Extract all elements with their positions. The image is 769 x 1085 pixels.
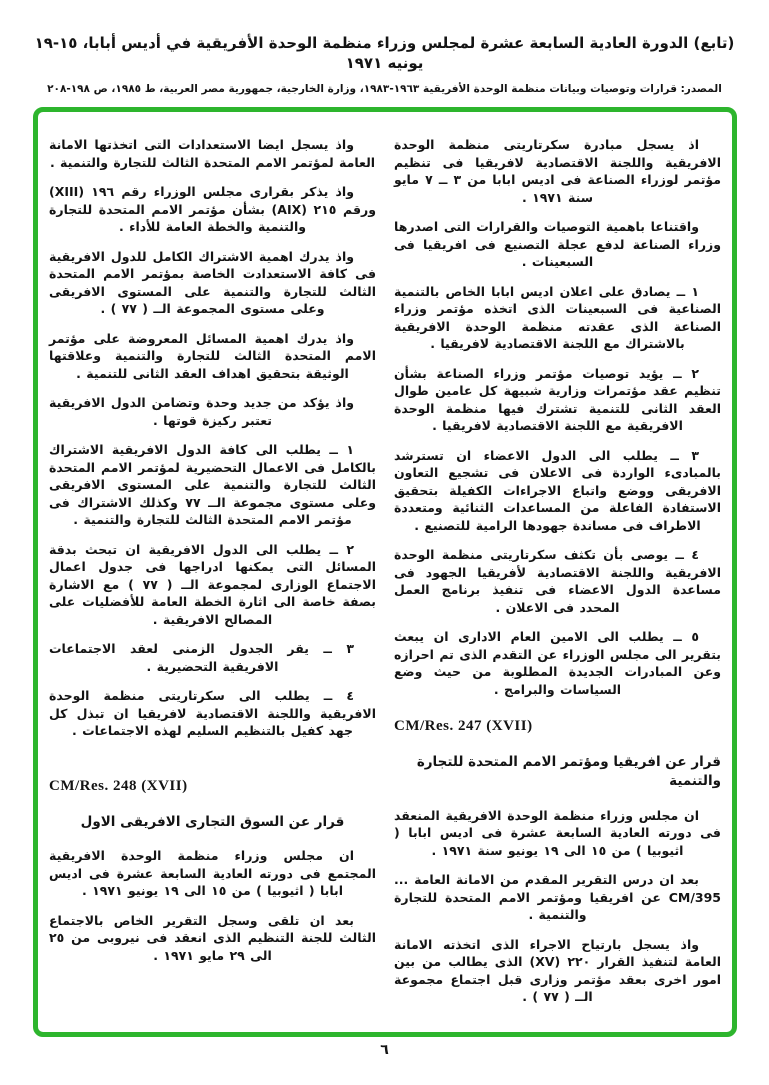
page-number: ٦ — [380, 1042, 389, 1058]
resolution-title-247: قرار عن افريقيا ومؤتمر الامم المتحدة للتجارة والتنمية — [416, 754, 721, 789]
header-source: المصدر: قرارات وتوصيات وبيانات منظمة الوحدة الأفريقية ١٩٦٣-١٩٨٣، وزارة الخارجية، جمهورية مصر العربية، ط ١٩٨٥، ص ١٩٨-٢٠٨ — [47, 83, 722, 95]
content-frame — [33, 107, 737, 1037]
left-column — [49, 136, 376, 1022]
two-column-layout — [38, 112, 732, 1032]
paragraph: واقتناعا باهمية التوصيات والقرارات التى اصدرها وزراء الصناعة لدفع عجلة التصنيع فى افريقيا فى السبعينات . — [394, 219, 721, 269]
paragraph: ١ ــ يطلب الى كافة الدول الافريقية الاشتراك بالكامل فى الاعمال التحضيرية لمؤتمر الامم المتحدة الثالث للتجارة والتنمية على المستوى الافريقى وعلى مستوى مجموعة الــ ٧٧ وكذلك الاشتراك فى مؤتمر الامم المتحدة الثالث للتجارة والتنمية . — [49, 442, 377, 527]
paragraph: واذ يسجل بارتياح الاجراء الذى اتخذته الامانة العامة لتنفيذ القرار ٢٢٠ (XV) الذى يطالب من بين امور اخرى بعقد مؤتمر وزارى قبل اجتماع مجموعة الــ ( ٧٧ ) . — [394, 936, 721, 1005]
resolution-number-248: CM/Res. 248 (XVII) — [49, 777, 188, 794]
paragraph: ان مجلس وزراء منظمة الوحدة الافريقية المجتمع فى دورته العادية السابعة عشرة فى اديس ابابا ( اثيوبيا ) من ١٥ الى ١٩ يونيو ١٩٧١ . — [49, 848, 376, 899]
paragraph: ٥ ــ يطلب الى الامين العام الادارى ان يبعث بتقرير الى مجلس الوزراء عن التقدم الذى تم احرازه وعن المبادرات الجديدة المطلوبة من حيث وضع السياسات والبرامج . — [394, 629, 721, 697]
paragraph: ١ ــ يصادق على اعلان اديس ابابا الخاص بالتنمية الصناعية فى السبعينات الذى اتخذه مؤتمر وزراء الصناعة الذى عقدته منظمة الوحدة الافريقية بالاشتراك مع اللجنة الاقتصادية لافريقيا . — [394, 283, 721, 351]
resolution-number-247: CM/Res. 247 (XVII) — [394, 718, 533, 734]
paragraph: واذ يؤكد من جديد وحدة وتضامن الدول الافريقية تعتبر ركيزة قوتها . — [49, 395, 354, 428]
paragraph: واذ يدرك اهمية الاشتراك الكامل للدول الافريقية فى كافة الاستعدادت الخاصة بمؤتمر الامم المتحدة الثالث للتجارة والتنمية على المستوى الافريقى وعلى مستوى المجموعة الــ ( ٧٧ ) . — [49, 248, 376, 316]
paragraph: ان مجلس وزراء منظمة الوحدة الافريقية المنعقد فى دورته العادية السابعة عشرة فى اديس ابابا ( اثيوبيا ) من ١٥ الى ١٩ يونيو سنة ١٩٧١ . — [394, 807, 721, 858]
header-title: (تابع) الدورة العادية السابعة عشرة لمجلس وزراء منظمة الوحدة الأفريقية في أديس أبابا، ١٥-١٩ يونيه ١٩٧١ — [34, 34, 735, 72]
paragraph: ٢ ــ يطلب الى الدول الافريقية ان تبحث بدقة المسائل التى يمكنها ادراجها فى جدول اعمال الاجتماع الوزارى لمجموعة الــ ( ٧٧ ) مع الاشارة بصفة خاصة الى اثارة الخطة العامة للأفضليات على المصالح الافريقية . — [49, 541, 377, 627]
paragraph: اذ يسجل مبادرة سكرتاريتى منظمة الوحدة الافريقية واللجنة الاقتصادية لافريقيا فى تنظيم مؤتمر لوزراء الصناعة فى اديس ابابا من ٣ ــ ٧ مايو سنة ١٩٧١ . — [394, 137, 721, 205]
paragraph: واذ يسجل ايضا الاستعدادات التى اتخذتها الامانة العامة لمؤتمر الامم المتحدة الثالث للتجارة والتنمية . — [49, 137, 376, 170]
paragraph: ٤ ــ يوصى بأن تكثف سكرتاريتى منظمة الوحدة الافريقية واللجنة الاقتصادية لأفريقيا الجهود فى مساعدة الدول الاعضاء فى تنفيذ برنامج العمل المحدد فى الاعلان . — [394, 547, 721, 615]
paragraph: بعد ان درس التقرير المقدم من الامانة العامة ... CM/395 عن افريقيا ومؤتمر الامم المتحدة للتجارة والتنمية . — [394, 872, 721, 923]
right-column — [394, 136, 721, 1022]
paragraph: ٣ ــ يقر الجدول الزمنى لعقد الاجتماعات الافريقية التحضيرية . — [49, 641, 354, 674]
paragraph: ٤ ــ يطلب الى سكرتاريتى منظمة الوحدة الافريقية واللجنة الاقتصادية لافريقيا ان تبذل كل جهد كفيل بالتنظيم السليم لهذه الاجتماعات . — [49, 688, 376, 738]
paragraph: ٢ ــ يؤيد توصيات مؤتمر وزراء الصناعة بشأن تنظيم عقد مؤتمرات وزارية شبيهة كل عامين طوال العقد الثانى للتنمية تشترك فيها منظمة الوحدة الافريقية مع اللجنة الاقتصادية لافريقيا . — [394, 365, 721, 433]
paragraph: بعد ان تلقى وسجل التقرير الخاص بالاجتماع الثالث للجنة التنظيم الذى انعقد فى نيروبى من ٢٥ الى ٢٩ مايو ١٩٧١ . — [49, 912, 376, 963]
resolution-title-248: قرار عن السوق التجارى الافريقى الاول — [80, 813, 345, 830]
paragraph: ٣ ــ يطلب الى الدول الاعضاء ان تسترشد بالمبادىء الواردة فى الاعلان فى تشجيع التعاون الافريقى ووضع واتباع الاجراءات الكفيلة بتحقيق الاستفادة الفاعلة من المساعدات الثنائية ومتعددة الاطراف فى مساندة جهودها الرامية للتصنيع . — [394, 447, 721, 533]
page-header — [18, 34, 751, 95]
paragraph: واذ يدرك اهمية المسائل المعروضة على مؤتمر الامم المتحدة الثالث للتجارة والتنمية وعلاقتها الوثيقة بتحقيق اهداف العقد الثانى للتنمية . — [49, 330, 376, 381]
paragraph: واذ يذكر بقرارى مجلس الوزراء رقم ١٩٦ (XIII) ورقم ٢١٥ (AIX) بشأن مؤتمر الامم المتحدة للتجارة والتنمية والخطة العامة للأداء . — [49, 184, 376, 234]
